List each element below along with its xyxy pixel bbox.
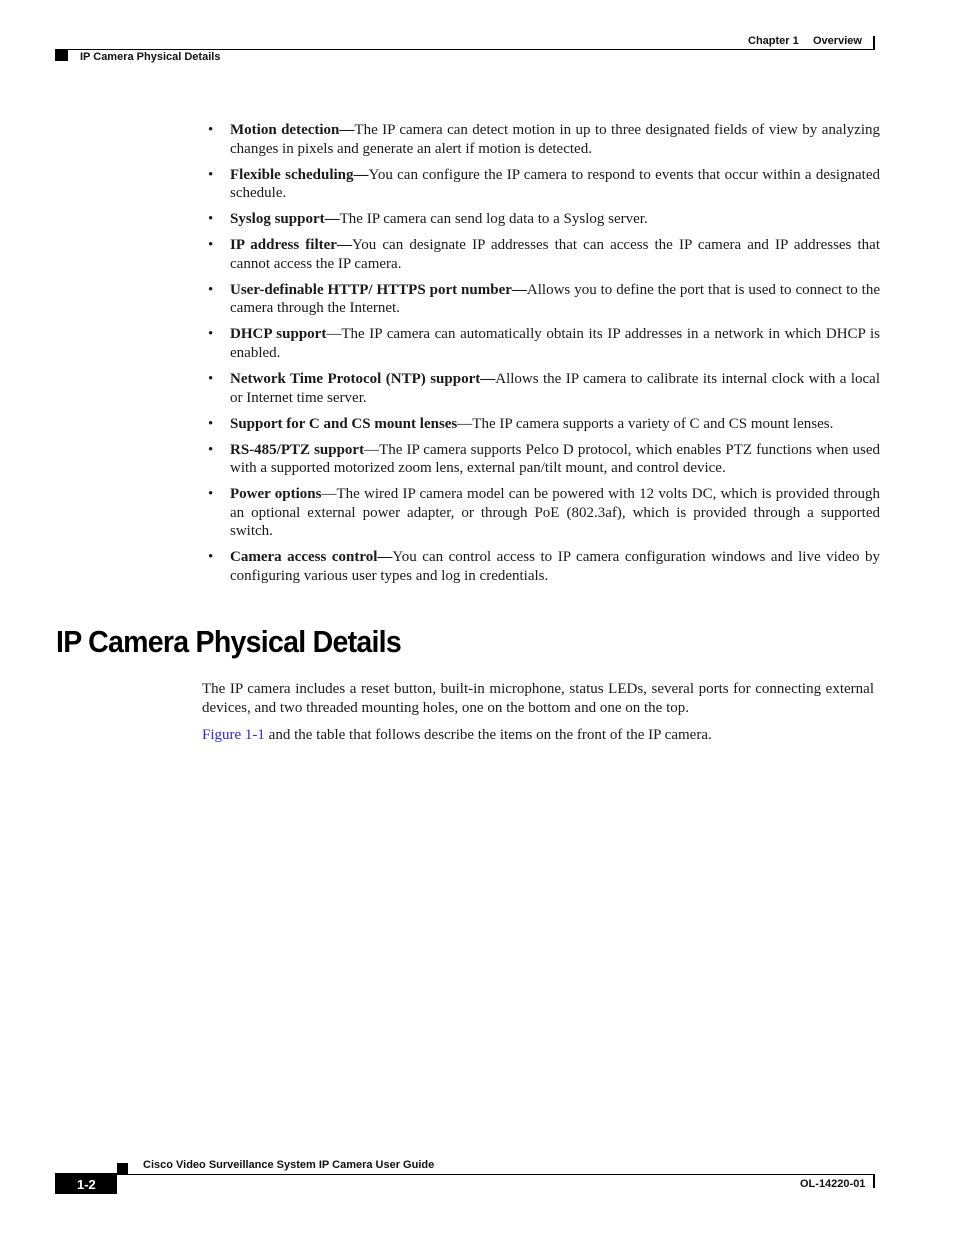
feature-item [208, 236, 880, 273]
feature-term: IP address filter— [230, 237, 352, 254]
feature-description: Allows you to define the port that is used to connect to the camera through the Internet. [230, 281, 881, 317]
feature-term: Flexible scheduling— [230, 166, 369, 183]
footer-rule [117, 1174, 875, 1175]
feature-item [208, 370, 880, 407]
header-left-block [55, 50, 68, 61]
footer-doc-number: OL-14220-01 [800, 1178, 866, 1190]
bullet-icon: • [208, 166, 214, 183]
figure-reference-paragraph [202, 726, 874, 745]
header-rule [55, 49, 875, 50]
feature-item [208, 415, 880, 434]
bullet-icon: • [208, 326, 214, 343]
feature-term: Camera access control— [230, 549, 393, 566]
feature-term: RS-485/PTZ support [230, 441, 365, 458]
bullet-icon: • [208, 441, 214, 458]
bullet-icon: • [208, 415, 214, 432]
bullet-icon: • [208, 281, 214, 298]
feature-list [208, 121, 880, 593]
feature-term: Support for C and CS mount lenses [230, 415, 458, 432]
header-chapter: Chapter 1 [748, 35, 799, 47]
bullet-icon: • [208, 237, 214, 254]
bullet-icon: • [208, 211, 214, 228]
feature-description: Allows the IP camera to calibrate its internal clock with a local or Internet time server. [230, 371, 881, 406]
feature-description: You can control access to IP camera configuration windows and live video by configuring various user types and log in credentials. [230, 549, 880, 584]
bullet-icon: • [208, 122, 214, 138]
feature-item [208, 325, 880, 362]
feature-description: —The IP camera supports Pelco D protocol, which enables PTZ functions when used with a supported motorized zoom lens, external pan/tilt mount, and control device. [230, 441, 880, 477]
bullet-icon: • [208, 371, 214, 388]
figure-reference-text: and the table that follows describe the items on the front of the IP camera. [264, 727, 712, 743]
feature-item [208, 441, 880, 478]
feature-description: The IP camera can detect motion in up to three designated fields of view by analyzing changes in pixels and generate an alert if motion is detected. [230, 122, 880, 157]
feature-description: You can configure the IP camera to respond to events that occur within a designated schedule. [230, 166, 880, 202]
header-right-tick [873, 36, 875, 50]
feature-item [208, 281, 880, 318]
feature-item [208, 485, 880, 541]
feature-term: DHCP support [230, 326, 327, 343]
feature-description: —The wired IP camera model can be powered with 12 volts DC, which is provided through an optional external power adapter, or through PoE (802.3af), which is provided through a supported switch. [230, 486, 880, 540]
feature-description: The IP camera can send log data to a Syslog server. [339, 211, 648, 228]
page-number: 1-2 [77, 1177, 96, 1192]
footer-left-block [117, 1163, 128, 1174]
feature-term: Motion detection— [230, 122, 355, 138]
footer-guide-title: Cisco Video Surveillance System IP Camera User Guide [143, 1159, 435, 1171]
feature-description: —The IP camera can automatically obtain its IP addresses in a network in which DHCP is enabled. [230, 326, 880, 361]
feature-item [208, 210, 880, 229]
header-section: IP Camera Physical Details [80, 51, 221, 63]
bullet-icon: • [208, 549, 214, 566]
feature-term: Network Time Protocol (NTP) support— [230, 371, 496, 388]
section-title: IP Camera Physical Details [56, 624, 401, 659]
footer-right-tick [873, 1175, 875, 1188]
feature-term: Syslog support— [230, 211, 340, 228]
bullet-icon: • [208, 486, 214, 503]
feature-description: —The IP camera supports a variety of C and CS mount lenses. [457, 415, 834, 432]
feature-term: Power options [230, 486, 322, 503]
header-chapter-title: Overview [813, 35, 862, 47]
feature-description: You can designate IP addresses that can access the IP camera and IP addresses that cannot access the IP camera. [230, 237, 881, 272]
feature-item [208, 121, 880, 158]
feature-item [208, 548, 880, 585]
feature-item [208, 166, 880, 203]
figure-link[interactable]: Figure 1-1 [202, 727, 265, 743]
intro-paragraph: The IP camera includes a reset button, built-in microphone, status LEDs, several ports for connecting external devices, and two threaded mounting holes, one on the bottom and one on the top. [202, 681, 874, 716]
feature-term: User-definable HTTP/ HTTPS port number— [230, 281, 527, 298]
